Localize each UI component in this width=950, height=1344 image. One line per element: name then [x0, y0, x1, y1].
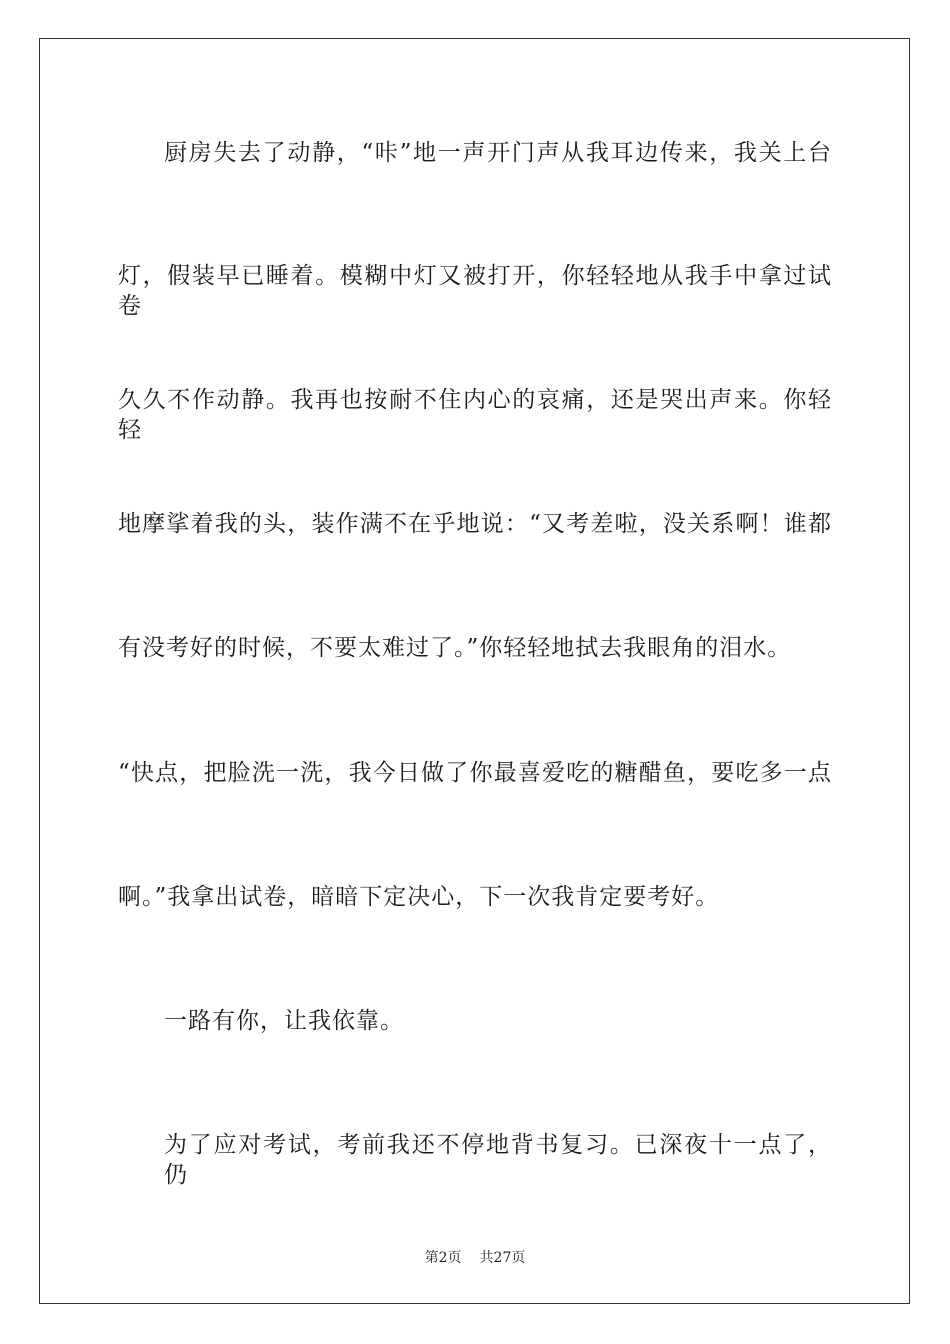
- text-line-4: 地摩挲着我的头，装作满不在乎地说：“又考差啦，没关系啊！谁都: [118, 511, 832, 537]
- page-border: [39, 38, 910, 1304]
- text-line-2: 灯，假装早已睡着。模糊中灯又被打开，你轻轻地从我手中拿过试卷: [118, 263, 832, 319]
- text-line-6: “快点，把脸洗一洗，我今日做了你最喜爱吃的糖醋鱼，要吃多一点: [118, 760, 832, 786]
- text-line-8: 一路有你，让我依靠。: [164, 1008, 404, 1034]
- text-line-3: 久久不作动静。我再也按耐不住内心的哀痛，还是哭出声来。你轻轻: [118, 387, 832, 443]
- text-line-5: 有没考好的时候，不要太难过了。”你轻轻地拭去我眼角的泪水。: [118, 635, 792, 661]
- text-line-1: 厨房失去了动静，“咔”地一声开门声从我耳边传来，我关上台: [164, 140, 832, 166]
- text-line-7: 啊。”我拿出试卷，暗暗下定决心，下一次我肯定要考好。: [118, 884, 720, 910]
- text-line-9: 为了应对考试，考前我还不停地背书复习。已深夜十一点了，仍: [164, 1132, 832, 1188]
- page-total: 共27页: [479, 1250, 526, 1266]
- page-footer: [0, 1249, 950, 1267]
- page-number: 第2页: [424, 1250, 462, 1266]
